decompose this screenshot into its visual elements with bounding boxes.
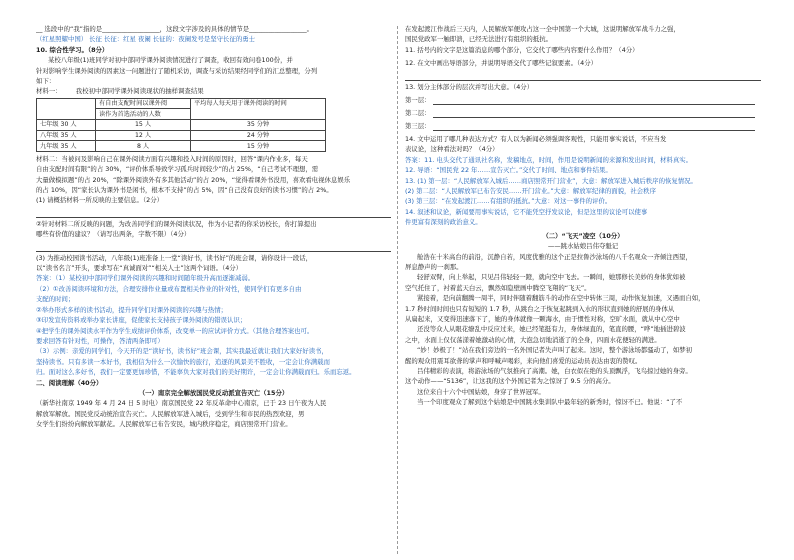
question-14: 14. 文中运用了哪几种表达方式？有人以为新闻必须强调客观性，只能用事实说话，不应当发 bbox=[405, 135, 667, 144]
answer-blank[interactable] bbox=[36, 206, 391, 218]
table-cell: 15 分钟 bbox=[191, 141, 326, 152]
table-row bbox=[37, 141, 326, 152]
passage-2-line: 吕伟精彩的表演，将游泳场的气氛推向了高潮。她，白衣似在绝的头顶飘浮，飞鸟掠过她的身旁。 bbox=[417, 366, 692, 375]
sub-question-3-cont: 以“读书名言”开头，要求写在“真诚面对”“相关人士”这两个词语。（4分） bbox=[36, 264, 243, 273]
answer-11: 答案：11. 电头交代了通讯社名称，发稿地点，时间，作用是说明新闻的来源和发出时间，材料真实。 bbox=[405, 155, 692, 164]
table-cell: 七年级 30 人 bbox=[37, 120, 96, 131]
passage-2-line: 这个动作——“5136”，让这我的这个外国记者为之惊讶了 9.5 分的高分。 bbox=[405, 377, 615, 386]
level-blank[interactable] bbox=[433, 122, 755, 131]
passage-2-line: 屏息静声的一刹那。 bbox=[405, 262, 463, 271]
passage-2-subtitle: ——跳水姑娘吕伟夺魁记 bbox=[547, 242, 619, 251]
fill-blank-line: __ 选段中的“我”指的是__________________，这段文字涉及的具体的情节是__________________。 bbox=[36, 25, 314, 33]
passage-2-line: 还没等众人从眼花缭乱中反应过来，她已经笔挺有力，身体绿直的，笔直的腰，“哗”地插进碧波 bbox=[417, 325, 686, 334]
answer-1: 答案：（1）某校初中部同学们课外阅读的兴趣和时间随年级升高而逐渐减弱。 bbox=[36, 274, 255, 283]
table-cell: 八年级 35 人 bbox=[37, 130, 96, 141]
level-blank[interactable] bbox=[433, 96, 755, 105]
answer-2: ④把学生的课外阅读水平作为学生成绩评价体系，改变单一的应试评价方式。（其他合理答案也可。 bbox=[36, 326, 314, 335]
answer-2: ③印发宣传资料或举办家长讲座，促使家长支持孩子课外阅读的错误认识； bbox=[36, 316, 247, 325]
passage-1-line: 女学生们纷纷向解放军献花。人民解放军已布告安民，城内秩序稳定，商店照常开门营业。 bbox=[36, 420, 292, 429]
question-11: 11. 括号内的文字是这篇消息的哪个部分，它交代了哪些内容要什么作用？（4分） bbox=[405, 45, 639, 54]
table-cell: 15 人 bbox=[96, 120, 191, 131]
answer-13: 13. (1) 第一层：“人民解放军入城后……商店照常开门营业”，大意：解放军进入城后秩序的恢复情况。 bbox=[405, 176, 697, 185]
survey-table bbox=[36, 98, 326, 152]
material-1-label: 材料一： bbox=[36, 87, 62, 96]
question-10-title: 10. 综合性学习。（8分） bbox=[36, 45, 109, 54]
passage-2-line: “妙！妙极了！”站在我们旁边的一名外国记者失声叫了起来。这时，整个游泳场都骚动了，如梦初 bbox=[417, 346, 693, 355]
column-divider bbox=[397, 26, 398, 554]
table-row bbox=[37, 130, 326, 141]
answer-3: （3）示例：亲爱的同学们，今天开的是“读好书，读书好”班会课，其实我最近就让我们大家好好读书， bbox=[36, 347, 328, 356]
level-blank[interactable] bbox=[433, 109, 755, 118]
q10-intro-1: 某校八年级(1)班同学对初中部同学课外阅读情况进行了调查，收回有效问卷100份，并 bbox=[48, 56, 293, 65]
table-cell: 8 人 bbox=[96, 141, 191, 152]
level-label: 第一层： bbox=[405, 95, 431, 104]
table-row bbox=[37, 120, 326, 131]
left-column bbox=[36, 24, 391, 430]
passage-2-line: 紧接着，是向前翻腾一周半，同时伴随着翻筋斗的动作在空中转体三周，动作恢复加速，又遇而自如， bbox=[417, 294, 705, 303]
answer-2: 要求回答有针对性，可操作，答清两条即可） bbox=[36, 336, 164, 345]
material-2-line: 的占 10%，因“家长认为课外书是闲书，根本不支持”的占 5%，因“自己没有良好的读书习惯”的占 2%。 bbox=[36, 186, 333, 195]
passage-2-line: 当一个印度观众了解到这个姑娘是中国跳水集训队中最年轻的新秀时，惊讶不已。他说：“了不 bbox=[417, 398, 683, 407]
passage-1-line: 解放军解放。国民党反动统治宣告灭亡。人民解放军进入城后，受到学生和市民的热烈欢迎，男 bbox=[36, 409, 305, 418]
passage-2-line: 醒的观众用震耳欲聋的掌声和呼喊声喝彩，来向他们喜爱的运动员表达由衷的赞叹。 bbox=[405, 356, 642, 365]
level-1-row[interactable] bbox=[405, 92, 761, 105]
level-2-row[interactable] bbox=[405, 105, 761, 118]
answer-13: (2) 第二层：“人民解放军已布告安民……开门营业。”大意：解放军纪律的面貌，社会秩序 bbox=[405, 187, 656, 196]
passage-1-title: （一）南京完全解放国民党反动派宣告灭亡（15分） bbox=[138, 388, 289, 397]
answer-blank[interactable] bbox=[36, 240, 391, 252]
passage-1-line: （新华社南京 1949 年 4 月 24 日 5 时电）南京国民党 22 年反革命中心南京，已于 23 日午夜为人民 bbox=[36, 399, 327, 408]
passage-2-title: （二）“飞天”凌空（10分） bbox=[542, 231, 624, 240]
sub-question-3: (3) 为推动校园读书活动，八年级(1)班准备上一堂“读好书，读书好”的班会课，请你设计一段话， bbox=[36, 253, 312, 262]
passage-2-line: 1.7 秒时间时间也只有短短的 1.7 秒，从跳台之于恢复起跳到入水的形状直到她的舒展的身体从 bbox=[405, 304, 675, 313]
answer-12: 12. 导语：“国民党 22 年……宣告灭亡。”交代了时间、地点和事件结果。 bbox=[405, 166, 612, 175]
level-label: 第二层： bbox=[405, 108, 431, 117]
passage-2-line: 空气托住了，衬着蓝天白云，飘然如隐壁画中腾空飞翔的“飞天”。 bbox=[405, 283, 591, 292]
answer-line: （红星照耀中国） 长征 长征：红星 夜阑 长征的：夜阑发号是坚守长征的勇士 bbox=[36, 35, 256, 44]
table-header-empty bbox=[37, 98, 96, 119]
sub-question-2: ②针对材料二所反映的问题，为改善同学们的课外阅读状况，作为小记者的你采访校长，你打算提出 bbox=[36, 219, 317, 228]
question-12: 12. 在文中画出导语部分，并说明导语交代了哪些记叙要素。（4分） bbox=[405, 59, 597, 68]
table-cell: 九年级 35 人 bbox=[37, 141, 96, 152]
table-cell: 24 分钟 bbox=[191, 130, 326, 141]
material-1-heading bbox=[36, 86, 391, 96]
right-column bbox=[405, 24, 761, 408]
answer-14: 14. 叙述和议论，新闻要用事实说话，它不能凭空抒发议论，但是这里的议论可以使事 bbox=[405, 207, 648, 216]
answer-2: 支配的时间； bbox=[36, 295, 75, 304]
table-cell: 12 人 bbox=[96, 130, 191, 141]
question-13: 13. 划分主体部分的层次并写出大意。（4分） bbox=[405, 82, 534, 91]
answer-2: （2）①改善阅读环境和方法，合理安排作业量或布置相关作业的针对性，使同学们有更多自由 bbox=[36, 284, 302, 293]
table-header-cell: 有自由支配时间以课外阅 bbox=[96, 98, 191, 109]
sub-question-2-cont: 哪些有价值的建议？（请写出两条，字数不限）（4分） bbox=[36, 230, 191, 239]
answer-14: 件更富有深刻的政治意义。 bbox=[405, 218, 482, 227]
table-header-cell: 平均每人每天用于课外阅读的时间 bbox=[191, 98, 326, 119]
passage-2-line: 轻舒双臂，向上举起，只见吕伟轻轻一蹬，就向空中飞去。一瞬间，她那修长美妙的身体犹如被 bbox=[417, 273, 686, 282]
answer-blank[interactable] bbox=[405, 69, 761, 81]
material-2-line: 大量做模拟题”的占 20%，“除课外阅读外有多其他活动”的占 20%，“觉得看课外书没用，喜欢看电视休息娱乐 bbox=[36, 175, 351, 184]
passage-1-line: 国民党政军一触即溃，已经无法进行有组织的抵抗。 bbox=[405, 35, 552, 44]
material-2-line: 材料二：当被问及影响自己在课外阅读方面有兴趣和投入时间的原因时，回答“课内作业多，每天 bbox=[36, 154, 308, 163]
material-2-line: 自由支配时间有限”的占 30%，“评价体系导致学习孤兵时间较少”的占 25%，“自己考试不理想，需 bbox=[36, 165, 319, 174]
level-3-row[interactable] bbox=[405, 118, 761, 131]
q10-intro-2: 针对影响学生课外阅读的因素这一问题进行了随机采访，调查与采访结果经同学们的汇总整理，分列 bbox=[36, 66, 318, 75]
passage-2-line: 舱浩在十米高台的前沿，沉静自若，风度优雅的这个正是拉鲁沙泳场的八千名观众一齐倾注西望， bbox=[417, 252, 692, 261]
table-header-cell: 读作为首选活动的人数 bbox=[96, 109, 191, 120]
answer-2: ②举办形式多样的读书活动，提升同学们对课外阅读的兴趣与热情； bbox=[36, 305, 228, 314]
answer-13: (3) 第三层：“在发起渡江……有组织的抵抗。”大意：对这一事件的评价。 bbox=[405, 197, 612, 206]
table-header-row bbox=[37, 98, 326, 109]
table-cell: 35 分钟 bbox=[191, 120, 326, 131]
sub-question-1: (1) 请概括材料一所反映的主要信息。（2分） bbox=[36, 196, 163, 205]
passage-2-line: 从扁起来，又变得迅速落下了，她的身体就像一颗海水，由于惯性对称，空旷水面，就从中心空中 bbox=[405, 314, 680, 323]
passage-1-line: 在发起渡江作战后三天内，人民解放军便攻占这一全中国第一个大城，这说明解放军战斗力之强， bbox=[405, 25, 680, 33]
level-label: 第三层： bbox=[405, 121, 431, 130]
passage-2-line: 之中，水面上仅仅荡漾着她激动的心情，大泡急切地消逝了的全身，四面水花便轻的满进。 bbox=[405, 335, 661, 344]
passage-2-line: 这位来自十六个中国姑娘，身穿了世界冠军。 bbox=[417, 387, 545, 396]
question-14-cont: 表议论，这种看法对吗？（4分） bbox=[405, 145, 499, 154]
answer-3: 坚持读书。只有多读一本好书，我相信为什么一次愉快的旅行，追逐的风景美不胜收，一定会让你满载而 bbox=[36, 357, 330, 366]
section-2-heading: 二、阅读理解（40分） bbox=[36, 378, 103, 387]
q10-intro-3: 如下： bbox=[36, 77, 56, 86]
material-1-title: 我校初中部同学课外阅读现状的抽样调查结果 bbox=[75, 87, 204, 96]
answer-3: 归。面对这么多好书，我们一定要更加珍惜，不能辜负大家对我们的美好期许，一定会让你满载而归。乐而忘返。 bbox=[36, 368, 356, 377]
